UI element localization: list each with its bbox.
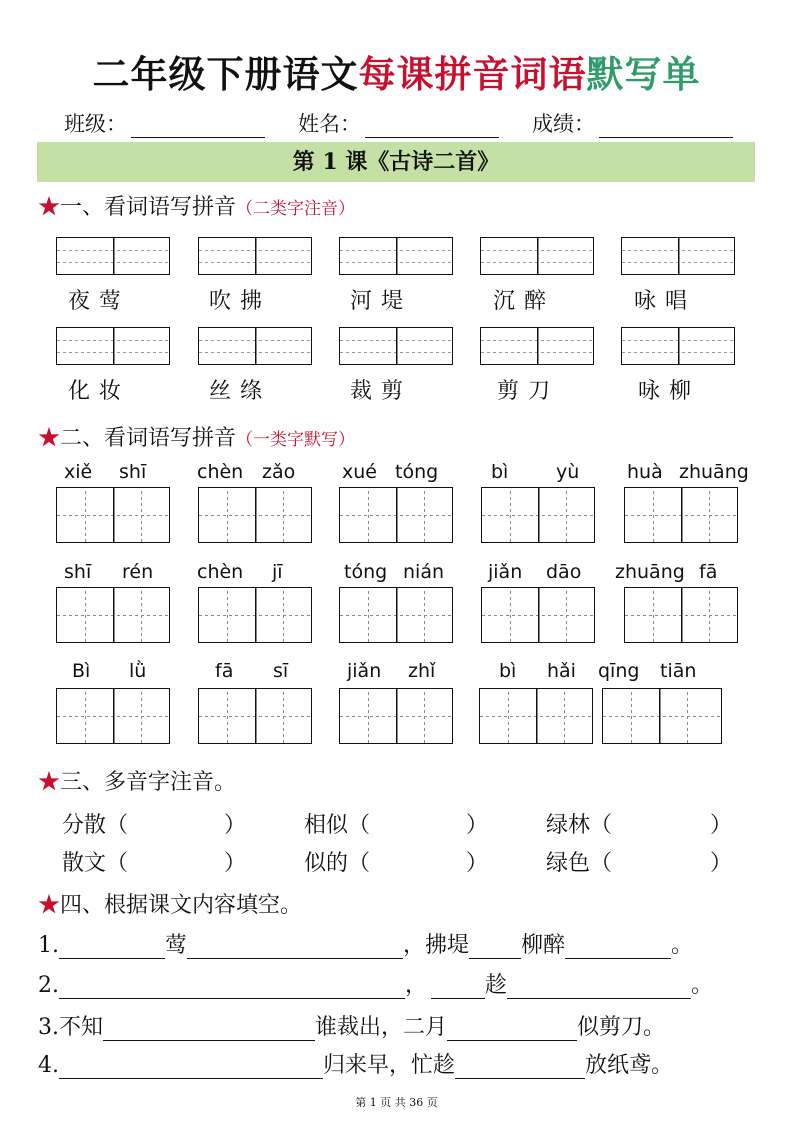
word-label: 沉 醉 [493, 289, 547, 314]
score-blank[interactable] [599, 117, 733, 138]
word-label: 夜 莺 [68, 289, 122, 314]
section-1-heading [38, 190, 355, 221]
character-writing-box[interactable] [624, 487, 738, 543]
fill-text: 谁裁出，二月 [315, 1015, 448, 1040]
polyphone-close: ） [710, 813, 733, 838]
character-writing-box[interactable] [339, 688, 453, 744]
pinyin-label: zhuāng [679, 461, 749, 483]
section-1-note: （二类字注音） [236, 199, 356, 219]
line-number: 4. [38, 1053, 59, 1078]
pinyin-label: hǎi [547, 660, 576, 682]
section-2-note: （一类字默写） [236, 430, 356, 450]
fill-text: 归来早，忙趁 [323, 1053, 456, 1078]
character-writing-box[interactable] [198, 487, 312, 543]
pinyin-label: tiān [660, 660, 697, 682]
pinyin-label: huà [627, 461, 663, 483]
pinyin-writing-box[interactable] [339, 237, 453, 275]
polyphone-close: ） [466, 851, 489, 876]
word-label: 化 妆 [68, 379, 122, 404]
word-label: 丝 绦 [209, 379, 263, 404]
polyphone-prompt: 绿色（ [546, 851, 613, 876]
character-writing-box[interactable] [602, 688, 722, 744]
fill-blank[interactable] [59, 976, 405, 999]
fill-text: ， [405, 973, 428, 998]
word-label: 咏 唱 [634, 289, 688, 314]
pinyin-label: jī [272, 561, 283, 583]
section-3-heading [38, 765, 236, 796]
character-writing-box[interactable] [198, 688, 312, 744]
pinyin-writing-box[interactable] [56, 327, 170, 365]
pinyin-label: chèn [197, 561, 244, 583]
polyphone-prompt: 散文（ [62, 851, 129, 876]
section-1-title: 一、看词语写拼音 [60, 195, 237, 220]
section-4-title: 四、根据课文内容填空。 [60, 893, 303, 918]
word-label: 咏 柳 [638, 379, 692, 404]
pinyin-label: zhuāng [615, 561, 685, 583]
pinyin-label: tóng [344, 561, 388, 583]
class-blank[interactable] [131, 117, 265, 138]
section-3-title: 三、多音字注音。 [60, 770, 237, 795]
star-icon: ★ [38, 770, 61, 795]
page-title [0, 44, 793, 98]
fill-blank[interactable] [431, 976, 485, 999]
fill-text: 放纸鸢。 [585, 1053, 674, 1078]
pinyin-label: bì [491, 461, 509, 483]
score-field [532, 108, 733, 138]
score-label: 成绩： [532, 112, 595, 136]
word-label: 河 堤 [350, 289, 404, 314]
pinyin-label: zǎo [262, 461, 296, 483]
character-writing-box[interactable] [481, 487, 595, 543]
word-label: 剪 刀 [497, 379, 551, 404]
pinyin-label: zhǐ [408, 660, 436, 682]
pinyin-label: lǜ [129, 660, 147, 682]
character-writing-box[interactable] [339, 487, 453, 543]
line-number: 3.不知 [38, 1015, 103, 1040]
pinyin-label: rén [122, 561, 154, 583]
name-field [298, 108, 499, 138]
fill-blank[interactable] [187, 936, 403, 959]
character-writing-box[interactable] [56, 587, 170, 643]
pinyin-label: fā [215, 660, 234, 682]
lesson-banner [37, 142, 755, 182]
pinyin-label: fā [699, 561, 718, 583]
fill-blank[interactable] [565, 936, 671, 959]
fill-text: 。 [671, 933, 694, 958]
section-4-heading [38, 888, 302, 919]
polyphone-close: ） [224, 851, 247, 876]
name-blank[interactable] [365, 117, 499, 138]
pinyin-label: dāo [546, 561, 582, 583]
line-number: 1. [38, 933, 59, 958]
polyphone-prompt: 绿林（ [546, 813, 613, 838]
character-writing-box[interactable] [624, 587, 738, 643]
character-writing-box[interactable] [56, 688, 170, 744]
pinyin-label: tóng [395, 461, 439, 483]
pinyin-label: chèn [197, 461, 244, 483]
pinyin-label: shī [119, 461, 147, 483]
pinyin-writing-box[interactable] [480, 327, 594, 365]
name-label: 姓名： [298, 112, 361, 136]
fill-line-1 [38, 928, 693, 959]
pinyin-label: yù [556, 461, 580, 483]
pinyin-writing-box[interactable] [198, 237, 312, 275]
pinyin-label: xué [342, 461, 377, 483]
pinyin-label: bì [499, 660, 517, 682]
section-2-heading [38, 421, 355, 452]
fill-text: 似剪刀。 [577, 1015, 666, 1040]
character-writing-box[interactable] [56, 487, 170, 543]
fill-line-3 [38, 1010, 665, 1041]
pinyin-label: qīng [598, 660, 640, 682]
star-icon: ★ [38, 426, 61, 451]
pinyin-label: shī [64, 561, 92, 583]
fill-blank[interactable] [455, 1056, 585, 1079]
polyphone-close: ） [466, 813, 489, 838]
title-part-2: 每课拼音词语 [358, 52, 587, 96]
section-2-title: 二、看词语写拼音 [60, 426, 237, 451]
pinyin-writing-box[interactable] [621, 237, 735, 275]
character-writing-box[interactable] [339, 587, 453, 643]
word-label: 裁 剪 [350, 379, 404, 404]
polyphone-close: ） [224, 813, 247, 838]
fill-blank[interactable] [469, 936, 521, 959]
fill-text: 柳醉 [521, 933, 566, 958]
fill-blank[interactable] [59, 936, 165, 959]
word-label: 吹 拂 [209, 289, 263, 314]
fill-blank[interactable] [447, 1018, 577, 1041]
fill-text: 趁 [485, 973, 508, 998]
title-part-3: 默写单 [586, 52, 701, 96]
pinyin-label: jiǎn [347, 660, 382, 682]
class-label: 班级： [64, 112, 127, 136]
fill-line-4 [38, 1048, 673, 1079]
pinyin-label: sī [273, 660, 289, 682]
pinyin-writing-box[interactable] [198, 327, 312, 365]
lesson-title: 第 1 课《古诗二首》 [292, 149, 500, 175]
character-writing-box[interactable] [198, 587, 312, 643]
class-field [64, 108, 265, 138]
fill-text: ，拂堤 [403, 933, 470, 958]
fill-text: 莺 [165, 933, 188, 958]
pinyin-label: nián [403, 561, 445, 583]
character-writing-box[interactable] [479, 688, 593, 744]
character-writing-box[interactable] [481, 587, 595, 643]
pinyin-writing-box[interactable] [621, 327, 735, 365]
fill-blank[interactable] [103, 1018, 315, 1041]
pinyin-label: xiě [64, 461, 93, 483]
page-footer: 第 1 页 共 36 页 [355, 1096, 438, 1109]
polyphone-prompt: 分散（ [62, 813, 129, 838]
star-icon: ★ [38, 893, 61, 918]
fill-blank[interactable] [59, 1056, 323, 1079]
pinyin-label: Bì [72, 660, 91, 682]
pinyin-writing-box[interactable] [56, 237, 170, 275]
fill-text: 。 [691, 973, 714, 998]
line-number: 2. [38, 973, 59, 998]
polyphone-close: ） [710, 851, 733, 876]
fill-blank[interactable] [507, 976, 691, 999]
title-part-1: 二年级下册语文 [92, 52, 359, 96]
polyphone-prompt: 似的（ [304, 851, 371, 876]
polyphone-prompt: 相似（ [304, 813, 371, 838]
star-icon: ★ [38, 195, 61, 220]
pinyin-label: jiǎn [488, 561, 523, 583]
pinyin-writing-box[interactable] [339, 327, 453, 365]
fill-line-2 [38, 968, 713, 999]
pinyin-writing-box[interactable] [480, 237, 594, 275]
